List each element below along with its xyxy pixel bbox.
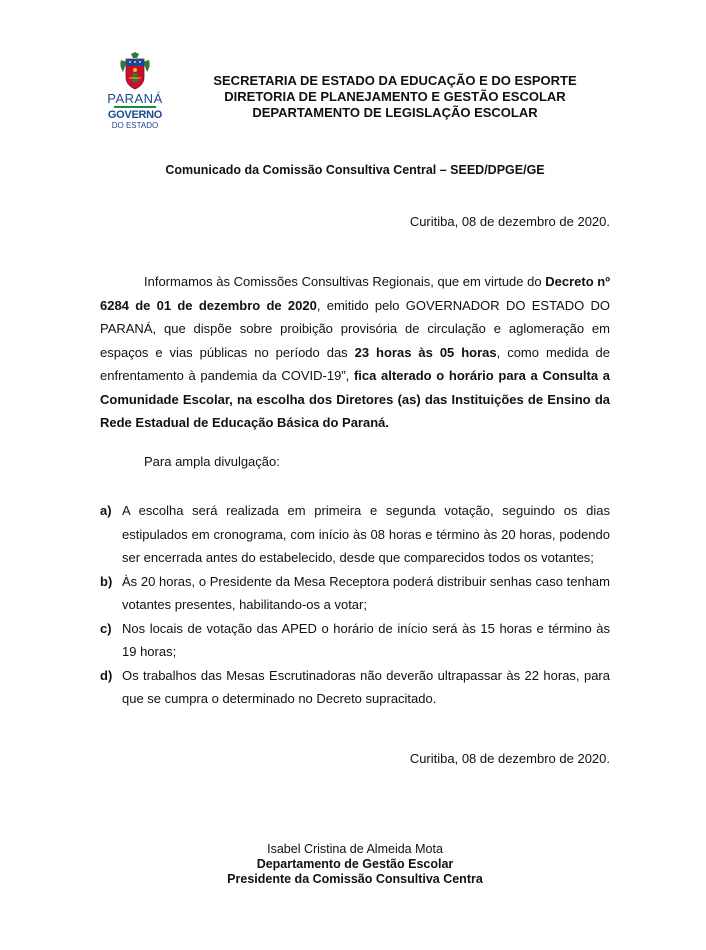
divulgacao-label: Para ampla divulgação:: [144, 454, 280, 469]
date-top: Curitiba, 08 de dezembro de 2020.: [409, 214, 610, 229]
header-secretaria: SECRETARIA DE ESTADO DA EDUCAÇÃO E DO ESPORTE: [213, 73, 577, 88]
coat-of-arms-icon: [115, 52, 155, 92]
list-marker: b): [100, 573, 113, 589]
header-diretoria: DIRETORIA DE PLANEJAMENTO E GESTÃO ESCOLAR: [224, 89, 566, 104]
list-item-text: Nos locais de votação das APED o horário de início será às 15 horas e término às 19 horas;: [122, 620, 610, 659]
logo-parana-text: PARANÁ: [107, 91, 163, 106]
list-item-text: Às 20 horas, o Presidente da Mesa Receptora poderá distribuir senhas caso tenham votantes presentes, habilitando-os a votar;: [122, 573, 610, 612]
signatory-name: Isabel Cristina de Almeida Mota: [267, 842, 443, 856]
intro-decree: Decreto nº 6284 de 01 de dezembro de 2020: [100, 274, 611, 313]
list-item: [100, 570, 610, 617]
intro-text-2: , emitido pelo GOVERNADOR DO ESTADO DO PARANÁ, que dispõe sobre proibição provisória de circulação e aglomeração em espaços e vias públicas no período das: [100, 297, 610, 360]
intro-resolution: fica alterado o horário para a Consulta a Comunidade Escolar, na escolha dos Diretores (as) das Instituições de Ensino da Rede Estadual de Educação Básica do Paraná.: [100, 368, 610, 430]
signatory-title: Presidente da Comissão Consultiva Centra: [227, 872, 483, 886]
list-marker: d): [100, 667, 113, 683]
list-marker: a): [100, 503, 112, 518]
list-marker: c): [100, 620, 112, 636]
header-departamento: DEPARTAMENTO DE LEGISLAÇÃO ESCOLAR: [252, 105, 538, 120]
parana-government-logo: [100, 52, 170, 132]
intro-text-1: Informamos às Comissões Consultivas Regionais, que em virtude do: [144, 274, 546, 289]
list-item: [100, 664, 610, 711]
intro-text-3: , como medida de enfrentamento à pandemia da COVID-19”,: [100, 344, 610, 383]
logo-governo-text: GOVERNO: [107, 109, 163, 121]
intro-hours: 23 horas às 05 horas: [354, 344, 497, 360]
rules-list: [100, 499, 610, 711]
date-bottom: Curitiba, 08 de dezembro de 2020.: [409, 751, 610, 766]
document-subject: Comunicado da Comissão Consultiva Central – SEED/DPGE/GE: [165, 163, 545, 177]
list-item-text: Os trabalhos das Mesas Escrutinadoras não deverão ultrapassar às 22 horas, para que se cumpra o determinado no Decreto supracitado.: [122, 667, 610, 706]
list-item-text: A escolha será realizada em primeira e segunda votação, seguindo os dias estipulados em cronograma, com início às 08 horas e término às 20 horas, podendo ser encerrada antes do estabelecido, desde que comparecidos todos os votantes;: [122, 503, 610, 565]
list-item: [100, 499, 610, 570]
signatory-department: Departamento de Gestão Escolar: [256, 857, 454, 871]
intro-paragraph: [100, 270, 610, 435]
list-item: [100, 617, 610, 664]
logo-estado-text: DO ESTADO: [111, 121, 159, 130]
document-header: [190, 73, 600, 121]
logo-divider: [114, 106, 156, 108]
signature-block: [150, 842, 560, 887]
